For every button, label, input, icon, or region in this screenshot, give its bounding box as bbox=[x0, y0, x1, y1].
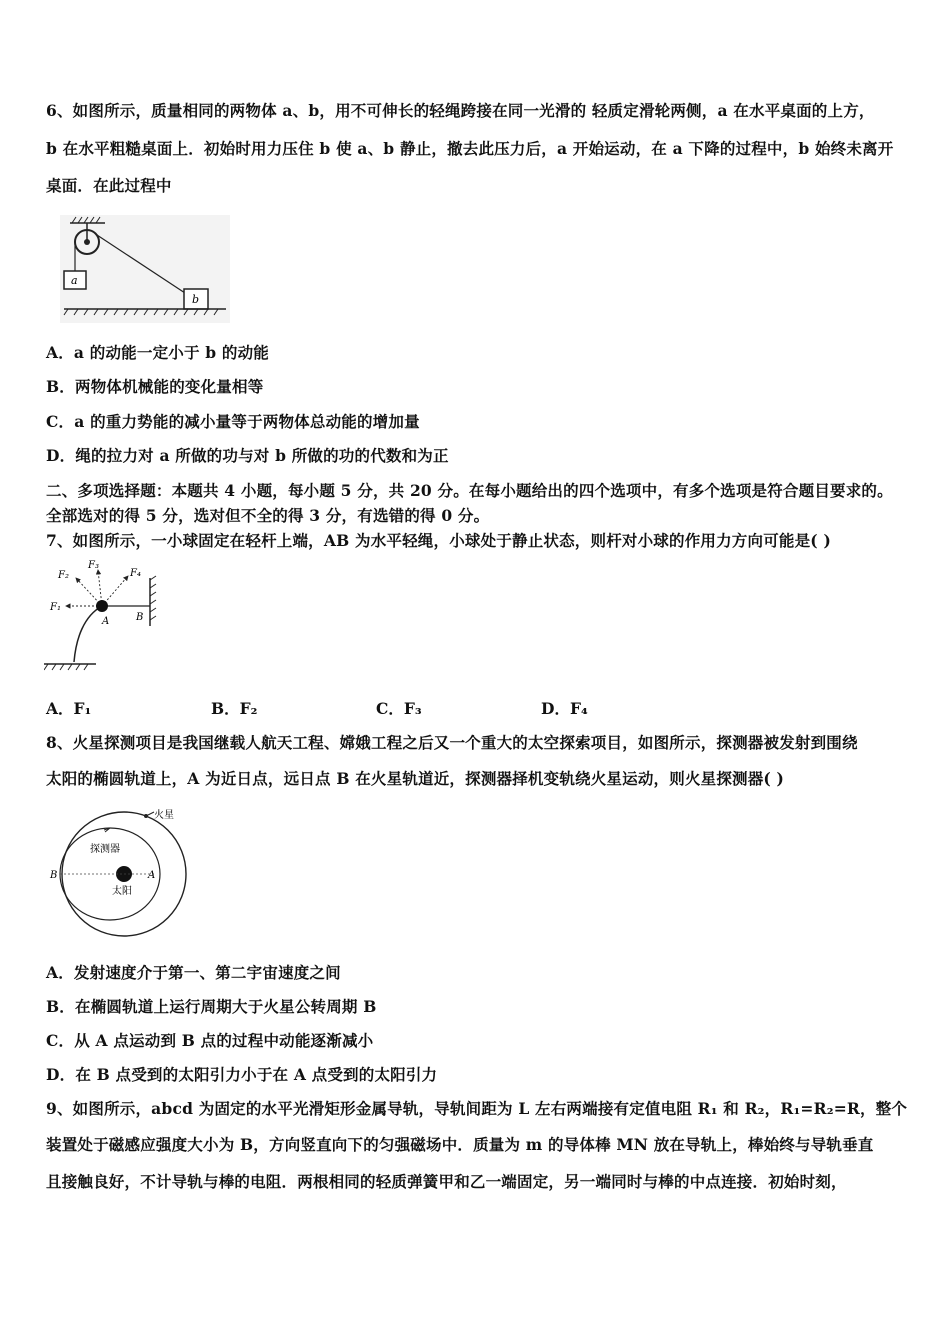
label-f4: F₄ bbox=[130, 568, 141, 579]
q9-stem-line-2: 装置处于磁感应强度大小为 B，方向竖直向下的匀强磁场中．质量为 m 的导体棒 MN 放在导轨上，棒始终与导轨垂直 bbox=[46, 1135, 874, 1154]
q7-option-d: D．F₄ bbox=[541, 699, 588, 718]
section2-heading-line-2: 全部选对的得 5 分，选对但不全的得 3 分，有选错的得 0 分。 bbox=[46, 506, 490, 525]
label-point-b: B bbox=[50, 870, 58, 881]
label-f1: F₁ bbox=[50, 602, 61, 613]
q8-option-d: D．在 B 点受到的太阳引力小于在 A 点受到的太阳引力 bbox=[46, 1065, 438, 1084]
q9-stem-line-1: 9、如图所示，abcd 为固定的水平光滑矩形金属导轨，导轨间距为 L 左右两端接有定值电阻 R₁ 和 R₂，R₁=R₂=R，整个 bbox=[46, 1099, 908, 1118]
label-a: a bbox=[71, 274, 78, 287]
label-point-a: A bbox=[102, 616, 110, 627]
q9-stem-line-3: 且接触良好，不计导轨与棒的电阻．两根相同的轻质弹簧甲和乙一端固定，另一端同时与棒的中点连接．初始时刻， bbox=[46, 1172, 847, 1191]
q6-option-c: C．a 的重力势能的减小量等于两物体总动能的增加量 bbox=[46, 412, 420, 431]
q7-option-c: C．F₃ bbox=[376, 699, 422, 718]
label-point-a: A bbox=[148, 870, 156, 881]
q6-pulley-figure bbox=[60, 215, 230, 323]
mars-icon bbox=[144, 814, 148, 818]
ball-icon bbox=[96, 600, 108, 612]
q7-force-figure bbox=[44, 558, 164, 674]
label-mars: 火星 bbox=[154, 810, 174, 821]
label-f3: F₃ bbox=[88, 560, 99, 571]
q7-stem: 7、如图所示，一小球固定在轻杆上端，AB 为水平轻绳，小球处于静止状态，则杆对小球的作用力方向可能是( ) bbox=[46, 531, 831, 550]
q8-option-a: A．发射速度介于第一、第二宇宙速度之间 bbox=[46, 963, 341, 982]
q7-option-a: A．F₁ bbox=[46, 699, 92, 718]
q6-option-a: A．a 的动能一定小于 b 的动能 bbox=[46, 343, 269, 362]
q6-option-d: D．绳的拉力对 a 所做的功与对 b 所做的功的代数和为正 bbox=[46, 446, 449, 465]
q8-stem-line-2: 太阳的椭圆轨道上，A 为近日点，远日点 B 在火星轨道近，探测器择机变轨绕火星运动，则火星探测器( ) bbox=[46, 769, 785, 788]
q8-option-b: B．在椭圆轨道上运行周期大于火星公转周期 B bbox=[46, 997, 377, 1016]
q8-option-c: C．从 A 点运动到 B 点的过程中动能逐渐减小 bbox=[46, 1031, 374, 1050]
q6-stem-line-1: 6、如图所示，质量相同的两物体 a、b，用不可伸长的轻绳跨接在同一光滑的 轻质定滑轮两侧，a 在水平桌面的上方， bbox=[46, 101, 875, 120]
q8-orbit-figure bbox=[46, 806, 196, 942]
label-point-b: B bbox=[136, 612, 144, 623]
label-probe: 探测器 bbox=[90, 844, 120, 855]
q6-stem-line-3: 桌面．在此过程中 bbox=[46, 176, 172, 195]
q6-stem-line-2: b 在水平粗糙桌面上．初始时用力压住 b 使 a、b 静止，撤去此压力后，a 开始运动，在 a 下降的过程中，b 始终未离开 bbox=[46, 139, 894, 158]
q8-stem-line-1: 8、火星探测项目是我国继载人航天工程、嫦娥工程之后又一个重大的太空探索项目，如图所示，探测器被发射到围绕 bbox=[46, 733, 858, 752]
label-f2: F₂ bbox=[58, 570, 69, 581]
q7-option-b: B．F₂ bbox=[211, 699, 258, 718]
section2-heading-line-1: 二、多项选择题：本题共 4 小题，每小题 5 分，共 20 分。在每小题给出的四个选项中，有多个选项是符合题目要求的。 bbox=[46, 481, 893, 500]
label-sun: 太阳 bbox=[112, 886, 132, 897]
q6-option-b: B．两物体机械能的变化量相等 bbox=[46, 377, 264, 396]
label-b: b bbox=[192, 293, 200, 306]
